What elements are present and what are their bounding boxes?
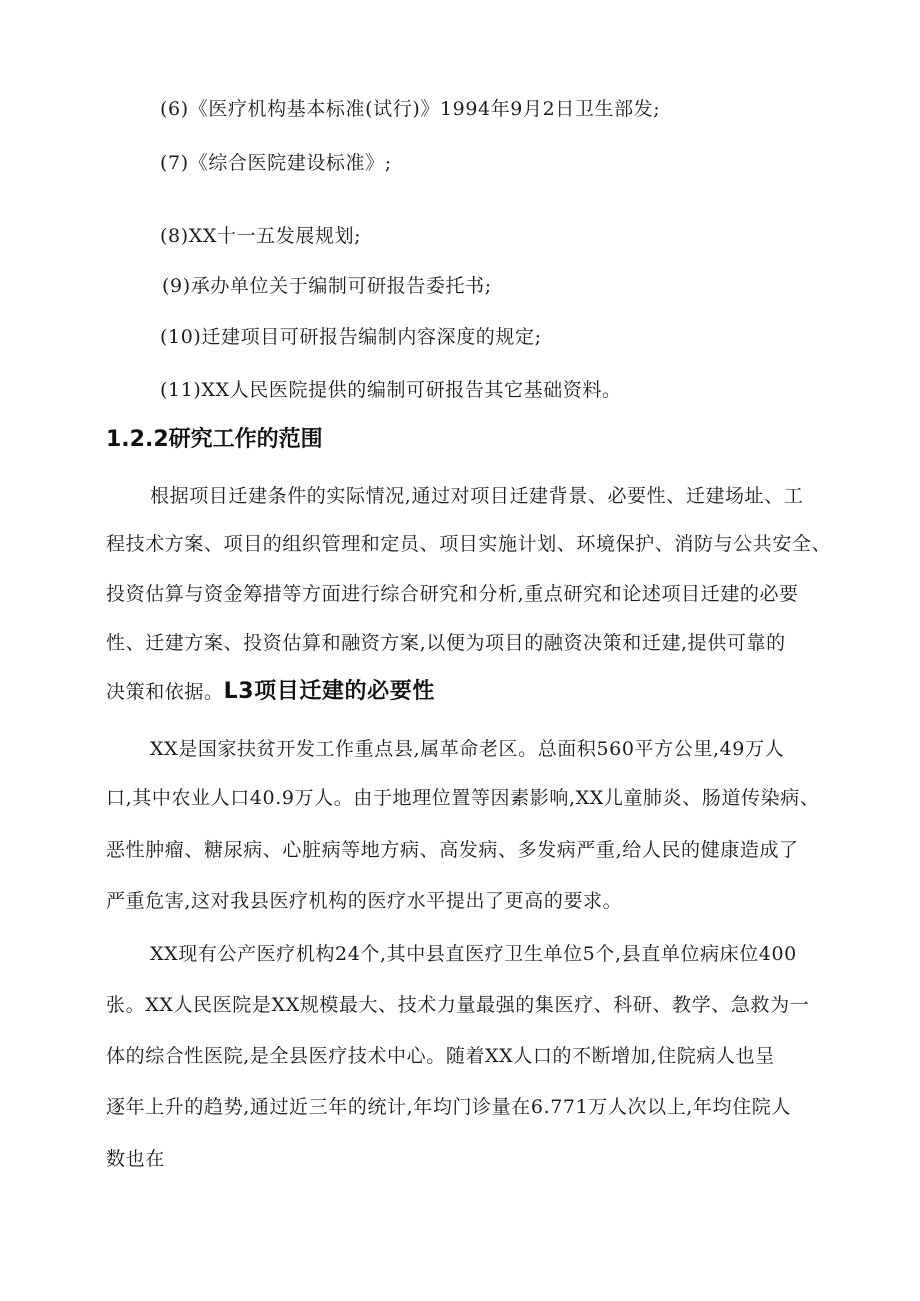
scope-line-3: 投资估算与资金筹措等方面进行综合研究和分析,重点研究和论述项目迁建的必要 [106, 583, 799, 605]
scope-line-1: 根据项目迁建条件的实际情况,通过对项目迁建背景、必要性、迁建场址、工 [150, 485, 804, 507]
section-heading-1-3: L3项目迁建的必要性 [223, 679, 435, 704]
necessity-p1-line-2: 口,其中农业人口40.9万人。由于地理位置等因素影响,XX儿童肺炎、肠道传染病、 [106, 787, 820, 809]
scope-line-4: 性、迁建方案、投资估算和融资方案,以便为项目的融资决策和迁建,提供可靠的 [106, 632, 786, 654]
reference-item-8: (8)XX十一五发展规划; [160, 225, 362, 247]
necessity-p1-line-4: 严重危害,这对我县医疗机构的医疗水平提出了更高的要求。 [106, 890, 623, 912]
section-heading-1-2-2: 1.2.2研究工作的范围 [106, 427, 323, 452]
reference-item-7: (7)《综合医院建设标准》; [160, 152, 392, 174]
reference-item-11: (11)XX人民医院提供的编制可研报告其它基础资料。 [160, 379, 622, 401]
reference-item-10: (10)迁建项目可研报告编制内容深度的规定; [160, 326, 542, 348]
reference-item-9: (9)承办单位关于编制可研报告委托书; [162, 275, 492, 297]
necessity-p2-line-4: 逐年上升的趋势,通过近三年的统计,年均门诊量在6.771万人次以上,年均住院人 [106, 1096, 791, 1118]
scope-line-5: 决策和依据。 [106, 681, 224, 703]
scope-line-5-with-heading [106, 680, 435, 704]
necessity-p2-line-2: 张。XX人民医院是XX规模最大、技术力量最强的集医疗、科研、教学、急救为一 [106, 994, 810, 1016]
necessity-p1-line-3: 恶性肿瘤、糖尿病、心脏病等地方病、高发病、多发病严重,给人民的健康造成了 [106, 839, 799, 861]
scope-line-2: 程技术方案、项目的组织管理和定员、项目实施计划、环境保护、消防与公共安全、 [106, 533, 832, 555]
necessity-p1-line-1: XX是国家扶贫开发工作重点县,属革命老区。总面积560平方公里,49万人 [150, 738, 785, 760]
necessity-p2-line-1: XX现有公产医疗机构24个,其中县直医疗卫生单位5个,县直单位病床位400 [150, 943, 797, 965]
necessity-p2-line-5: 数也在 [106, 1148, 165, 1170]
necessity-p2-line-3: 体的综合性医院,是全县医疗技术中心。随着XX人口的不断增加,住院病人也呈 [106, 1045, 775, 1067]
reference-item-6: (6)《医疗机构基本标准(试行)》1994年9月2日卫生部发; [160, 98, 661, 120]
